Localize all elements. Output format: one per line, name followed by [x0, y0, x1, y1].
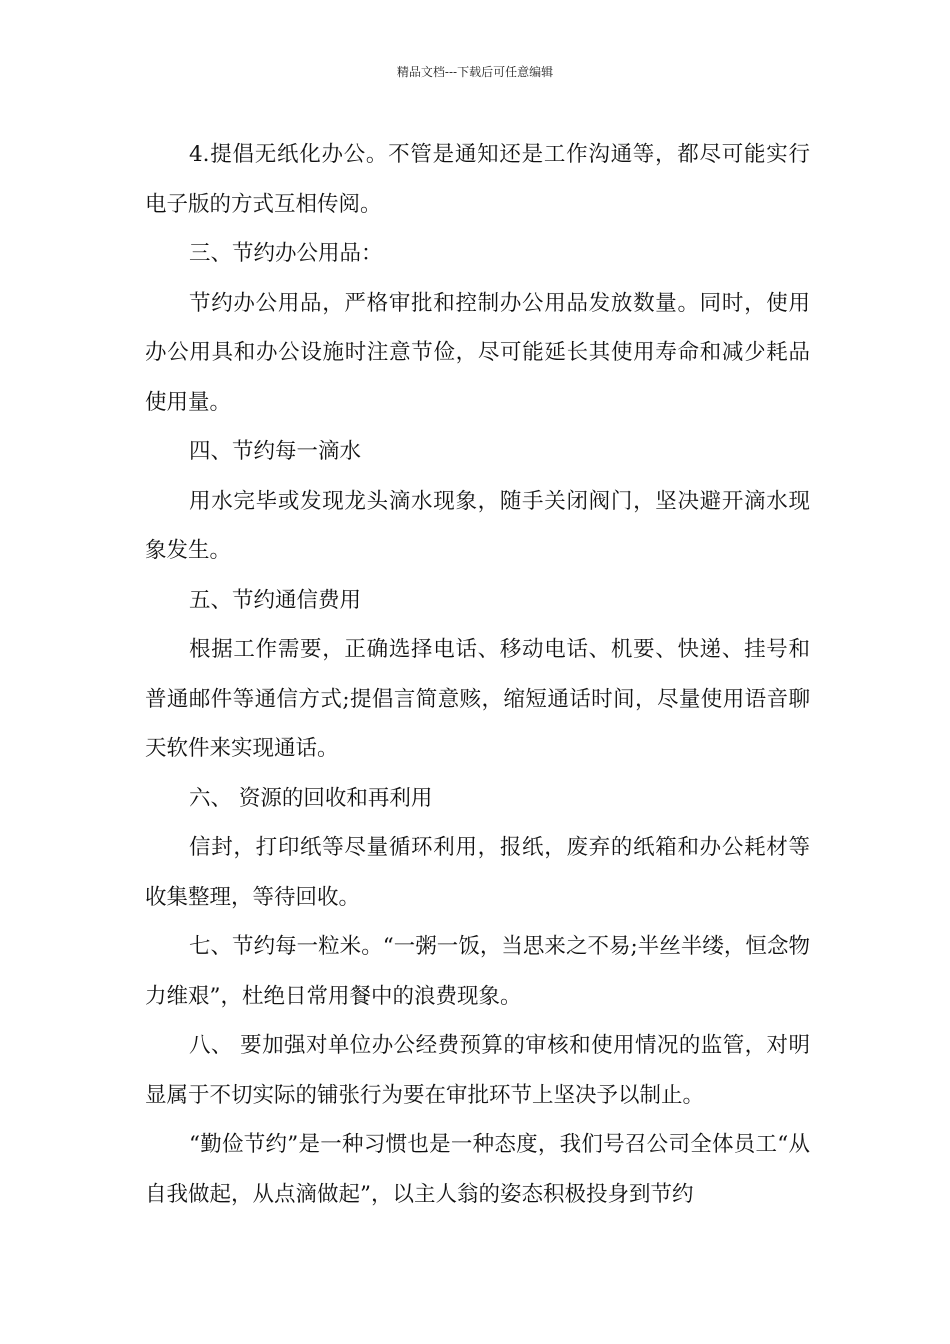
- section-heading-recycling: 六、 资源的回收和再利用: [189, 785, 433, 811]
- section-heading-office-supplies: 三、节约办公用品：: [189, 241, 383, 266]
- paragraph-communication: 根据工作需要，正确选择电话、移动电话、机要、快递、挂号和普通邮件等通信方式;提倡言简意赅，缩短通话时间，尽量使用语音聊天软件来实现通话。: [145, 637, 810, 761]
- section-heading-water: 四、节约每一滴水: [189, 439, 362, 464]
- paragraph-office-supplies: 节约办公用品，严格审批和控制办公用品发放数量。同时，使用办公用具和办公设施时注意节俭，尽可能延长其使用寿命和减少耗品使用量。: [145, 290, 810, 415]
- page-header: 精品文档---下载后可任意编辑: [396, 65, 554, 79]
- paragraph-paperless-office: 4.提倡无纸化办公。不管是通知还是工作沟通等，都尽可能实行电子版的方式互相传阅。: [145, 142, 810, 217]
- paragraph-budget-supervision: 八、 要加强对单位办公经费预算的审核和使用情况的监管，对明显属于不切实际的铺张行为要在审批环节上坚决予以制止。: [145, 1033, 810, 1108]
- paragraph-food-saving: 七、节约每一粒米。“一粥一饭，当思来之不易;半丝半缕，恒念物力维艰”，杜绝日常用餐中的浪费现象。: [145, 934, 810, 1009]
- section-heading-communication: 五、节约通信费用: [189, 587, 362, 613]
- paragraph-water: 用水完毕或发现龙头滴水现象，随手关闭阀门，坚决避开滴水现象发生。: [145, 488, 810, 563]
- paragraph-conclusion: “勤俭节约”是一种习惯也是一种态度，我们号召公司全体员工“从自我做起，从点滴做起”，以主人翁的姿态积极投身到节约: [145, 1132, 810, 1207]
- document-body: [145, 130, 810, 1219]
- paragraph-recycling: 信封，打印纸等尽量循环利用，报纸，废弃的纸箱和办公耗材等收集整理，等待回收。: [145, 835, 810, 910]
